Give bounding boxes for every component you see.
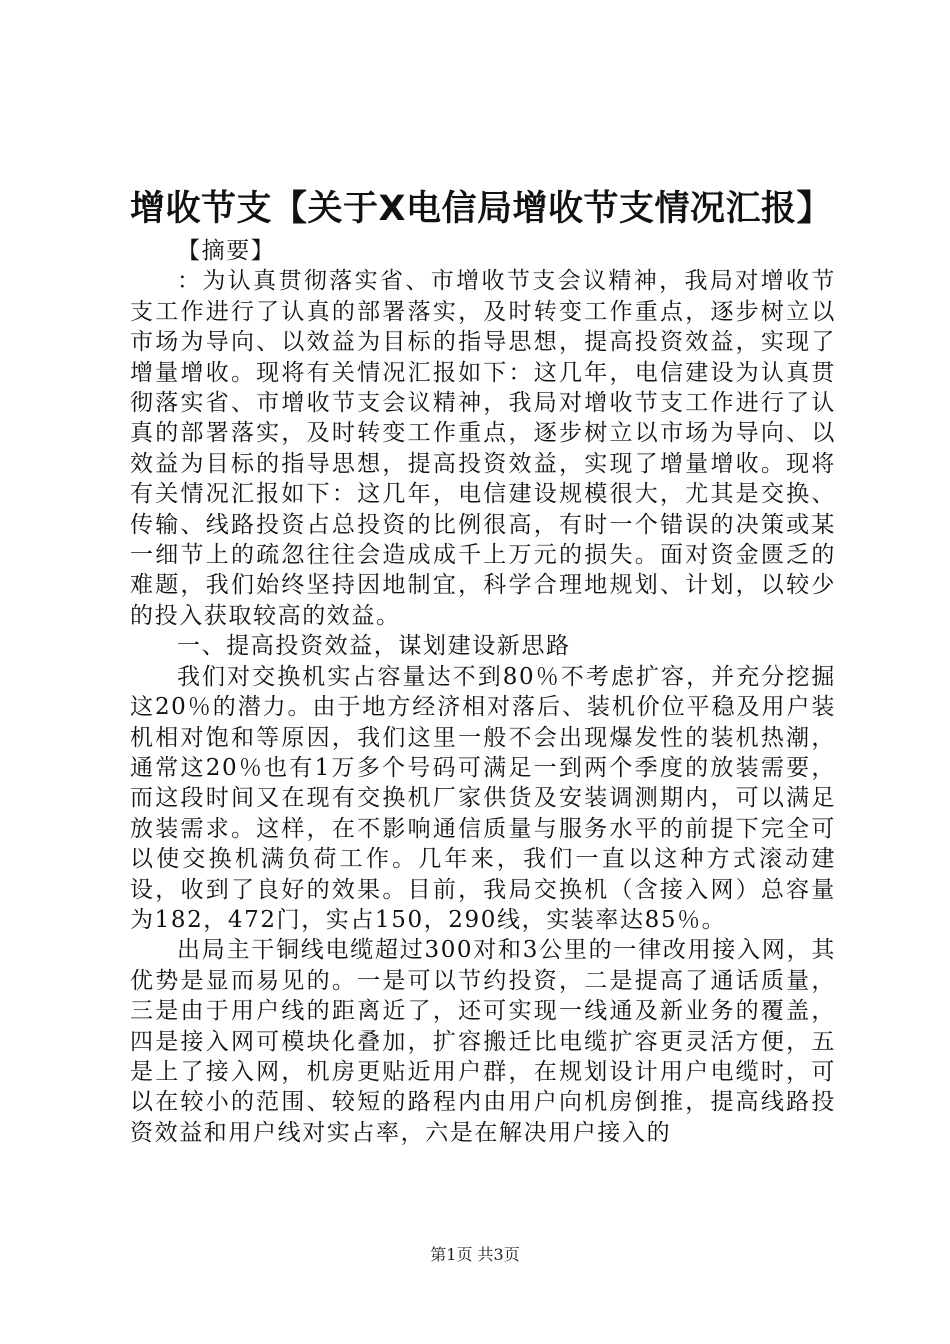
document-title: 增收节支【关于X电信局增收节支情况汇报】 xyxy=(130,189,832,229)
paragraph-access-network: 出局主干铜线电缆超过300对和3公里的一律改用接入网，其优势是显而易见的。一是可以节约投资，二是提高了通话质量，三是由于用户线的距离近了，还可实现一线通及新业务的覆盖，四是接入网可模块化叠加，扩容搬迁比电缆扩容更灵活方便，五是上了接入网，机房更贴近用户群，在规划设计用户电缆时，可以在较小的范围、较短的路程内由用户向机房倒推，提高线路投资效益和用户线对实占率，六是在解决用户接入的 xyxy=(130,937,836,1146)
document-body xyxy=(130,236,836,1148)
page-footer: 第1页 共3页 xyxy=(430,1245,520,1264)
paragraph-abstract: ：为认真贯彻落实省、市增收节支会议精神，我局对增收节支工作进行了认真的部署落实，及时转变工作重点，逐步树立以市场为导向、以效益为目标的指导思想，提高投资效益，实现了增量增收。现将有关情况汇报如下：这几年，电信建设为认真贯彻落实省、市增收节支会议精神，我局对增收节支工作进行了认真的部署落实，及时转变工作重点，逐步树立以市场为导向、以效益为目标的指导思想，提高投资效益，实现了增量增收。现将有关情况汇报如下：这几年，电信建设规模很大，尤其是交换、传输、线路投资占总投资的比例很高，有时一个错误的决策或某一细节上的疏忽往往会造成成千上万元的损失。面对资金匮乏的难题，我们始终坚持因地制宜，科学合理地规划、计划，以较少的投入获取较高的效益。 xyxy=(130,268,836,629)
section-heading: 一、提高投资效益，谋划建设新思路 xyxy=(177,633,571,660)
abstract-label: 【摘要】 xyxy=(177,238,276,264)
paragraph-switch-capacity: 我们对交换机实占容量达不到80％不考虑扩容，并充分挖掘这20％的潜力。由于地方经济相对落后、装机价位平稳及用户装机相对饱和等原因，我们这里一般不会出现爆发性的装机热潮，通常这20％也有1万多个号码可满足一到两个季度的放装需要，而这段时间又在现有交换机厂家供货及安装调测期内，可以满足放装需求。这样，在不影响通信质量与服务水平的前提下完全可以使交换机满负荷工作。几年来，我们一直以这种方式滚动建设，收到了良好的效果。目前，我局交换机（含接入网）总容量为182，472门，实占150，290线，实装率达85％。 xyxy=(130,663,836,933)
